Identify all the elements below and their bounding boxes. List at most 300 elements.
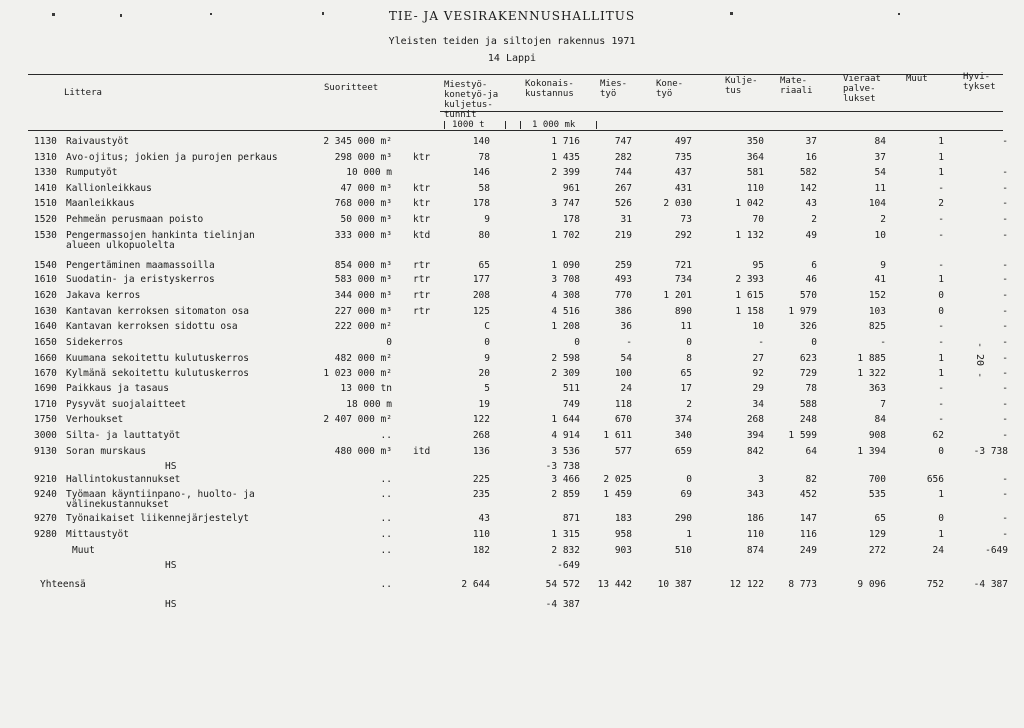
- row-code: 1130: [34, 136, 57, 147]
- row-other-cost: -: [938, 230, 944, 241]
- row-quantity: 298 000 m³: [334, 152, 392, 163]
- row-labour-cost: 118: [614, 399, 632, 410]
- row-hours: 20: [478, 368, 490, 379]
- row-machine-cost: 290: [674, 513, 692, 524]
- row-total-cost: -4 387: [545, 599, 580, 610]
- row-material-cost: 43: [805, 198, 817, 209]
- row-labour-cost: 13 442: [597, 579, 632, 590]
- row-credits: -3 738: [973, 446, 1008, 457]
- row-code: Yhteensä: [40, 579, 86, 590]
- row-credits: -: [1002, 136, 1008, 147]
- row-quantity-unit: ktr: [413, 198, 431, 209]
- row-material-cost: 729: [799, 368, 817, 379]
- row-material-cost: 452: [799, 489, 817, 500]
- row-labour-cost: -: [626, 337, 632, 348]
- row-total-cost: 3 466: [551, 474, 580, 485]
- row-credits: -: [1002, 430, 1008, 441]
- row-services-cost: 129: [868, 529, 886, 540]
- row-code: 1330: [34, 167, 57, 178]
- row-material-cost: 49: [805, 230, 817, 241]
- row-hours: 58: [478, 183, 490, 194]
- row-services-cost: 65: [874, 513, 886, 524]
- row-credits: -: [1002, 414, 1008, 425]
- row-transport-cost: 110: [746, 183, 764, 194]
- row-quantity: 583 000 m³: [334, 274, 392, 285]
- row-material-cost: 249: [799, 545, 817, 556]
- row-total-cost: 1 644: [551, 414, 580, 425]
- col-header-code: Littera: [64, 88, 102, 98]
- row-labour-cost: 670: [614, 414, 632, 425]
- row-total-cost: 961: [562, 183, 580, 194]
- row-credits: -: [1002, 167, 1008, 178]
- row-other-cost: 0: [938, 290, 944, 301]
- row-transport-cost: 842: [746, 446, 764, 457]
- row-services-cost: -: [880, 337, 886, 348]
- unit-costs: 1 000 mk: [532, 120, 576, 130]
- row-quantity: 18 000 m: [346, 399, 392, 410]
- row-labour-cost: 903: [614, 545, 632, 556]
- row-quantity: 0: [386, 337, 392, 348]
- row-material-cost: 46: [805, 274, 817, 285]
- row-other-cost: 1: [938, 353, 944, 364]
- row-services-cost: 104: [868, 198, 886, 209]
- row-transport-cost: 27: [752, 353, 764, 364]
- row-material-cost: 248: [799, 414, 817, 425]
- row-hours: 0: [484, 337, 490, 348]
- row-total-cost: 178: [562, 214, 580, 225]
- row-hours: 178: [472, 198, 490, 209]
- row-labour-cost: 267: [614, 183, 632, 194]
- row-transport-cost: 34: [752, 399, 764, 410]
- row-machine-cost: 340: [674, 430, 692, 441]
- row-hours: 80: [478, 230, 490, 241]
- row-description: HS: [165, 599, 177, 610]
- header-bottom-rule: [28, 130, 1003, 131]
- row-material-cost: 8 773: [788, 579, 817, 590]
- row-transport-cost: 350: [746, 136, 764, 147]
- row-other-cost: 1: [938, 152, 944, 163]
- row-credits: -: [1002, 290, 1008, 301]
- row-other-cost: 752: [926, 579, 944, 590]
- row-machine-cost: 437: [674, 167, 692, 178]
- row-services-cost: 10: [874, 230, 886, 241]
- row-material-cost: 570: [799, 290, 817, 301]
- document-title: Yleisten teiden ja siltojen rakennus 1971: [388, 36, 636, 47]
- row-machine-cost: 659: [674, 446, 692, 457]
- row-material-cost: 147: [799, 513, 817, 524]
- row-material-cost: 326: [799, 321, 817, 332]
- row-machine-cost: 734: [674, 274, 692, 285]
- row-quantity-unit: itd: [413, 446, 431, 457]
- row-credits: -: [1002, 214, 1008, 225]
- row-hours: 268: [472, 430, 490, 441]
- row-transport-cost: 1 042: [735, 198, 764, 209]
- row-machine-cost: 2 030: [663, 198, 692, 209]
- row-total-cost: 4 516: [551, 306, 580, 317]
- row-quantity: 344 000 m³: [334, 290, 392, 301]
- row-code: 1690: [34, 383, 57, 394]
- row-hours: 182: [472, 545, 490, 556]
- row-machine-cost: 73: [680, 214, 692, 225]
- row-credits: -: [1002, 230, 1008, 241]
- row-quantity-unit: ktd: [413, 230, 431, 241]
- row-transport-cost: -: [758, 337, 764, 348]
- row-quantity-unit: rtr: [413, 306, 431, 317]
- row-quantity: 47 000 m³: [340, 183, 392, 194]
- row-labour-cost: 493: [614, 274, 632, 285]
- row-description: Kantavan kerroksen sidottu osa: [66, 321, 238, 332]
- row-code: 9210: [34, 474, 57, 485]
- row-code: 1610: [34, 274, 57, 285]
- row-services-cost: 908: [868, 430, 886, 441]
- row-labour-cost: 1 611: [603, 430, 632, 441]
- row-credits: -: [1002, 513, 1008, 524]
- col-header-material: Mate- riaali: [780, 76, 813, 96]
- row-hours: 235: [472, 489, 490, 500]
- row-description: Verhoukset: [66, 414, 124, 425]
- row-quantity-unit: ktr: [413, 152, 431, 163]
- row-services-cost: 84: [874, 136, 886, 147]
- row-quantity: 2 407 000 m²: [323, 414, 392, 425]
- row-total-cost: 1 435: [551, 152, 580, 163]
- col-header-work: Mies- työ: [600, 79, 628, 99]
- row-total-cost: 2 859: [551, 489, 580, 500]
- row-quantity-unit: rtr: [413, 290, 431, 301]
- row-services-cost: 1 322: [857, 368, 886, 379]
- row-total-cost: 749: [562, 399, 580, 410]
- row-machine-cost: 0: [686, 337, 692, 348]
- row-other-cost: 0: [938, 446, 944, 457]
- row-transport-cost: 110: [746, 529, 764, 540]
- row-transport-cost: 364: [746, 152, 764, 163]
- row-services-cost: 7: [880, 399, 886, 410]
- row-hours: 136: [472, 446, 490, 457]
- row-machine-cost: 497: [674, 136, 692, 147]
- row-labour-cost: 24: [620, 383, 632, 394]
- row-services-cost: 1 394: [857, 446, 886, 457]
- row-credits: -: [1002, 529, 1008, 540]
- agency-name: TIE- JA VESIRAKENNUSHALLITUS: [388, 9, 636, 23]
- row-total-cost: 2 832: [551, 545, 580, 556]
- row-hours: 122: [472, 414, 490, 425]
- row-description: Suodatin- ja eristyskerros: [66, 274, 215, 285]
- row-total-cost: -3 738: [545, 461, 580, 472]
- row-hours: 65: [478, 260, 490, 271]
- row-labour-cost: 54: [620, 353, 632, 364]
- row-transport-cost: 581: [746, 167, 764, 178]
- row-labour-cost: 36: [620, 321, 632, 332]
- row-other-cost: -: [938, 337, 944, 348]
- page-number: - 20 -: [974, 342, 985, 379]
- row-description: Kylmänä sekoitettu kulutuskerros: [66, 368, 250, 379]
- col-header-credits: Hyvi- tykset: [963, 72, 996, 92]
- row-other-cost: 656: [926, 474, 944, 485]
- col-header-total: Kokonais- kustannus: [525, 79, 574, 99]
- row-material-cost: 1 979: [788, 306, 817, 317]
- row-code: 9270: [34, 513, 57, 524]
- row-quantity: 222 000 m²: [334, 321, 392, 332]
- row-hours: 146: [472, 167, 490, 178]
- row-transport-cost: 92: [752, 368, 764, 379]
- row-machine-cost: 431: [674, 183, 692, 194]
- row-material-cost: 78: [805, 383, 817, 394]
- row-services-cost: 103: [868, 306, 886, 317]
- row-description: Työmaan käyntiinpano-, huolto- ja välinekustannukset: [66, 489, 255, 510]
- row-other-cost: 1: [938, 167, 944, 178]
- row-total-cost: 2 399: [551, 167, 580, 178]
- row-description: Paikkaus ja tasaus: [66, 383, 169, 394]
- col-header-other: Muut: [906, 74, 928, 84]
- row-description: Sidekerros: [66, 337, 124, 348]
- row-other-cost: -: [938, 383, 944, 394]
- row-total-cost: 3 747: [551, 198, 580, 209]
- row-hours: 9: [484, 353, 490, 364]
- row-credits: -: [1002, 353, 1008, 364]
- row-labour-cost: 31: [620, 214, 632, 225]
- row-quantity: 2 345 000 m²: [323, 136, 392, 147]
- row-transport-cost: 268: [746, 414, 764, 425]
- row-total-cost: 1 702: [551, 230, 580, 241]
- row-hours: 9: [484, 214, 490, 225]
- row-hours: 225: [472, 474, 490, 485]
- row-material-cost: 1 599: [788, 430, 817, 441]
- row-labour-cost: 2 025: [603, 474, 632, 485]
- row-services-cost: 535: [868, 489, 886, 500]
- row-machine-cost: 11: [680, 321, 692, 332]
- row-total-cost: 1 090: [551, 260, 580, 271]
- row-total-cost: 4 308: [551, 290, 580, 301]
- row-hours: 177: [472, 274, 490, 285]
- row-code: 1310: [34, 152, 57, 163]
- row-material-cost: 2: [811, 214, 817, 225]
- row-description: Hallintokustannukset: [66, 474, 181, 485]
- row-transport-cost: 343: [746, 489, 764, 500]
- row-description: Avo-ojitus; jokien ja purojen perkaus: [66, 152, 278, 163]
- row-labour-cost: 958: [614, 529, 632, 540]
- row-credits: -: [1002, 321, 1008, 332]
- row-hours: 78: [478, 152, 490, 163]
- region-label: 14 Lappi: [487, 53, 537, 64]
- row-labour-cost: 183: [614, 513, 632, 524]
- row-labour-cost: 747: [614, 136, 632, 147]
- row-other-cost: 1: [938, 489, 944, 500]
- row-transport-cost: 1 615: [735, 290, 764, 301]
- row-other-cost: 1: [938, 136, 944, 147]
- row-quantity-unit: ktr: [413, 214, 431, 225]
- row-material-cost: 0: [811, 337, 817, 348]
- row-material-cost: 64: [805, 446, 817, 457]
- row-hours: 5: [484, 383, 490, 394]
- row-material-cost: 16: [805, 152, 817, 163]
- row-quantity: ..: [380, 430, 392, 441]
- row-description: Muut: [72, 545, 95, 556]
- row-other-cost: -: [938, 414, 944, 425]
- row-description: Työnaikaiset liikennejärjestelyt: [66, 513, 250, 524]
- row-quantity: ..: [380, 474, 392, 485]
- row-transport-cost: 874: [746, 545, 764, 556]
- row-quantity-unit: rtr: [413, 260, 431, 271]
- row-other-cost: 24: [932, 545, 944, 556]
- row-transport-cost: 1 132: [735, 230, 764, 241]
- row-quantity: 854 000 m³: [334, 260, 392, 271]
- row-material-cost: 6: [811, 260, 817, 271]
- row-machine-cost: 721: [674, 260, 692, 271]
- row-other-cost: 0: [938, 513, 944, 524]
- row-credits: -: [1002, 183, 1008, 194]
- row-description: Kallionleikkaus: [66, 183, 152, 194]
- col-header-manhours: Miestyö- konetyö-ja kuljetus- tunnit: [444, 80, 499, 120]
- row-machine-cost: 17: [680, 383, 692, 394]
- row-machine-cost: 890: [674, 306, 692, 317]
- row-services-cost: 9: [880, 260, 886, 271]
- row-services-cost: 54: [874, 167, 886, 178]
- row-code: 1510: [34, 198, 57, 209]
- row-services-cost: 700: [868, 474, 886, 485]
- row-total-cost: 1 208: [551, 321, 580, 332]
- row-code: 3000: [34, 430, 57, 441]
- row-description: Soran murskaus: [66, 446, 147, 457]
- row-transport-cost: 12 122: [729, 579, 764, 590]
- row-material-cost: 37: [805, 136, 817, 147]
- row-credits: -4 387: [973, 579, 1008, 590]
- row-total-cost: 4 914: [551, 430, 580, 441]
- row-code: 1710: [34, 399, 57, 410]
- row-quantity: 50 000 m³: [340, 214, 392, 225]
- row-transport-cost: 70: [752, 214, 764, 225]
- row-transport-cost: 1 158: [735, 306, 764, 317]
- row-transport-cost: 3: [758, 474, 764, 485]
- row-labour-cost: 1 459: [603, 489, 632, 500]
- row-hours: 140: [472, 136, 490, 147]
- row-total-cost: 0: [574, 337, 580, 348]
- row-machine-cost: 10 387: [657, 579, 692, 590]
- row-credits: -649: [985, 545, 1008, 556]
- row-quantity: 227 000 m³: [334, 306, 392, 317]
- row-machine-cost: 1: [686, 529, 692, 540]
- row-description: Pengermassojen hankinta tielinjan alueen ulkopuolelta: [66, 230, 255, 251]
- row-total-cost: 2 598: [551, 353, 580, 364]
- row-other-cost: 1: [938, 368, 944, 379]
- row-total-cost: 511: [562, 383, 580, 394]
- row-hours: 19: [478, 399, 490, 410]
- row-code: 9240: [34, 489, 57, 500]
- row-code: 1520: [34, 214, 57, 225]
- row-quantity: 333 000 m³: [334, 230, 392, 241]
- row-quantity: 10 000 m: [346, 167, 392, 178]
- row-description: HS: [165, 461, 177, 472]
- row-machine-cost: 8: [686, 353, 692, 364]
- row-machine-cost: 292: [674, 230, 692, 241]
- row-quantity: ..: [380, 529, 392, 540]
- col-header-services: Vieraat palve- lukset: [843, 74, 881, 104]
- row-labour-cost: 219: [614, 230, 632, 241]
- row-machine-cost: 65: [680, 368, 692, 379]
- row-code: 1660: [34, 353, 57, 364]
- row-services-cost: 2: [880, 214, 886, 225]
- row-total-cost: 871: [562, 513, 580, 524]
- row-quantity: 1 023 000 m²: [323, 368, 392, 379]
- row-hours: 43: [478, 513, 490, 524]
- row-credits: -: [1002, 306, 1008, 317]
- row-services-cost: 41: [874, 274, 886, 285]
- row-description: Kuumana sekoitettu kulutuskerros: [66, 353, 250, 364]
- row-material-cost: 142: [799, 183, 817, 194]
- row-credits: -: [1002, 474, 1008, 485]
- row-total-cost: 3 708: [551, 274, 580, 285]
- row-description: Silta- ja lauttatyöt: [66, 430, 181, 441]
- row-quantity: 480 000 m³: [334, 446, 392, 457]
- row-services-cost: 9 096: [857, 579, 886, 590]
- row-machine-cost: 374: [674, 414, 692, 425]
- row-total-cost: 1 716: [551, 136, 580, 147]
- row-other-cost: 62: [932, 430, 944, 441]
- row-code: 1410: [34, 183, 57, 194]
- header-mid-rule: [440, 111, 1003, 112]
- row-quantity-unit: ktr: [413, 183, 431, 194]
- row-hours: C: [484, 321, 490, 332]
- row-transport-cost: 394: [746, 430, 764, 441]
- row-services-cost: 363: [868, 383, 886, 394]
- row-description: Maanleikkaus: [66, 198, 135, 209]
- row-quantity: ..: [380, 545, 392, 556]
- row-other-cost: -: [938, 321, 944, 332]
- row-quantity-unit: rtr: [413, 274, 431, 285]
- row-machine-cost: 735: [674, 152, 692, 163]
- row-services-cost: 825: [868, 321, 886, 332]
- row-quantity: 768 000 m³: [334, 198, 392, 209]
- row-credits: -: [1002, 274, 1008, 285]
- row-machine-cost: 0: [686, 474, 692, 485]
- row-quantity: ..: [380, 513, 392, 524]
- row-description: Pengertäminen maamassoilla: [66, 260, 215, 271]
- row-transport-cost: 10: [752, 321, 764, 332]
- row-machine-cost: 69: [680, 489, 692, 500]
- row-machine-cost: 1 201: [663, 290, 692, 301]
- row-description: Raivaustyöt: [66, 136, 129, 147]
- row-total-cost: 2 309: [551, 368, 580, 379]
- row-labour-cost: 577: [614, 446, 632, 457]
- row-labour-cost: 744: [614, 167, 632, 178]
- row-code: 9280: [34, 529, 57, 540]
- table-row: [0, 600, 1024, 624]
- row-labour-cost: 526: [614, 198, 632, 209]
- row-total-cost: 54 572: [545, 579, 580, 590]
- row-hours: 208: [472, 290, 490, 301]
- row-other-cost: 2: [938, 198, 944, 209]
- row-quantity: ..: [380, 489, 392, 500]
- row-credits: -: [1002, 489, 1008, 500]
- row-services-cost: 11: [874, 183, 886, 194]
- row-code: 1620: [34, 290, 57, 301]
- row-credits: -: [1002, 399, 1008, 410]
- row-other-cost: 1: [938, 529, 944, 540]
- row-code: 1630: [34, 306, 57, 317]
- row-total-cost: 1 315: [551, 529, 580, 540]
- row-description: Jakava kerros: [66, 290, 141, 301]
- row-total-cost: -649: [557, 560, 580, 571]
- row-code: 1670: [34, 368, 57, 379]
- row-description: Kantavan kerroksen sitomaton osa: [66, 306, 250, 317]
- row-quantity: ..: [380, 579, 392, 590]
- row-material-cost: 623: [799, 353, 817, 364]
- row-credits: -: [1002, 260, 1008, 271]
- col-header-output: Suoritteet: [324, 83, 379, 93]
- unit-manhours: 1000 t: [452, 120, 485, 130]
- row-services-cost: 272: [868, 545, 886, 556]
- row-hours: 125: [472, 306, 490, 317]
- row-code: 1540: [34, 260, 57, 271]
- row-material-cost: 82: [805, 474, 817, 485]
